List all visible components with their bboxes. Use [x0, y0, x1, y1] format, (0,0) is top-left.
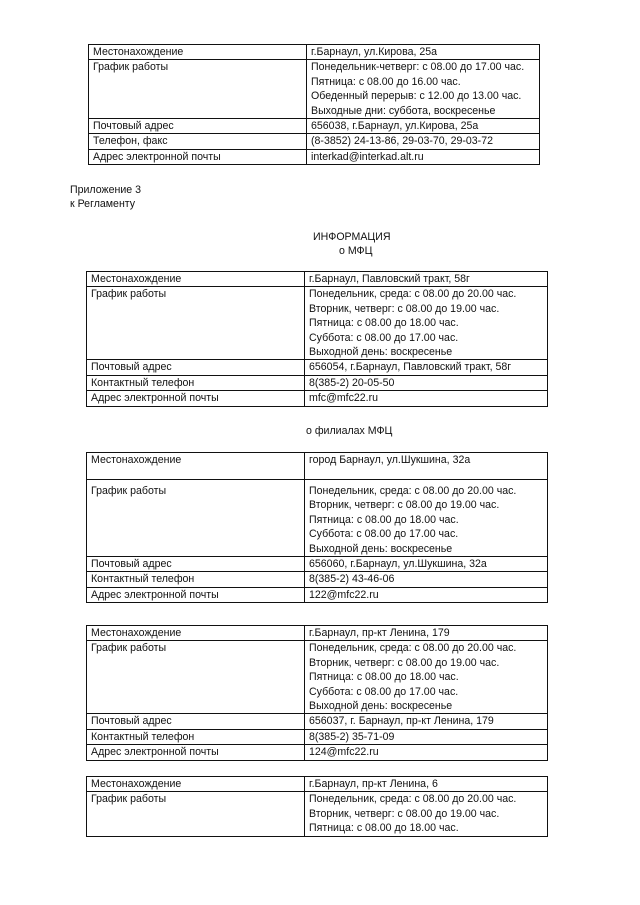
- field-label: Почтовый адрес: [89, 118, 307, 133]
- field-value-line: 8(385-2) 35-71-09: [309, 730, 395, 743]
- field-value: [305, 572, 548, 587]
- field-value: [305, 626, 548, 641]
- table-row: [87, 453, 548, 480]
- table-branch-lenina-179: [86, 625, 548, 761]
- field-value-line: interkad@interkad.alt.ru: [311, 150, 424, 163]
- field-value: [307, 118, 540, 133]
- field-value-line: г.Барнаул, пр-кт Ленина, 6: [309, 778, 438, 790]
- table-row: [87, 375, 548, 390]
- appendix-line-1: Приложение 3: [70, 184, 141, 196]
- field-value-line: mfc@mfc22.ru: [309, 392, 379, 405]
- field-label: Контактный телефон: [87, 375, 305, 390]
- field-value-line: Суббота: с 08.00 до 17.00 час.: [309, 331, 459, 344]
- table-row: [87, 480, 548, 557]
- field-value-line: город Барнаул, ул.Шукшина, 32а: [309, 454, 471, 466]
- field-label: Адрес электронной почты: [87, 391, 305, 406]
- field-value-line: Пятница: с 08.00 до 18.00 час.: [309, 317, 459, 330]
- field-value: [305, 556, 548, 571]
- table-row: [89, 118, 540, 133]
- field-value-line: Понедельник-четверг: с 08.00 до 17.00 час.: [311, 61, 525, 74]
- table-row: [89, 45, 540, 60]
- field-value: [305, 453, 548, 480]
- field-value-line: 124@mfc22.ru: [309, 746, 379, 759]
- table-row: [89, 60, 540, 119]
- info-heading: ИНФОРМАЦИЯ: [313, 231, 391, 243]
- field-value-line: (8-3852) 24-13-86, 29-03-70, 29-03-72: [311, 135, 493, 148]
- field-value: [305, 792, 548, 836]
- field-value: [305, 391, 548, 406]
- table-row: [89, 134, 540, 149]
- field-label: Местонахождение: [87, 626, 305, 641]
- field-value-line: Пятница: с 08.00 до 18.00 час.: [309, 671, 459, 684]
- field-value-line: 8(385-2) 43-46-06: [309, 573, 395, 586]
- field-value-line: Пятница: с 08.00 до 16.00 час.: [311, 75, 461, 88]
- field-value-line: Выходной день: воскресенье: [309, 345, 453, 358]
- field-value-line: Вторник, четверг: с 08.00 до 19.00 час.: [309, 302, 500, 315]
- field-label: Контактный телефон: [87, 572, 305, 587]
- field-value-line: Понедельник, среда: с 08.00 до 20.00 час.: [309, 642, 517, 655]
- field-label: Местонахождение: [89, 45, 307, 60]
- table-mfc: [86, 271, 548, 407]
- field-label: Телефон, факс: [89, 134, 307, 149]
- field-value-line: 656038, г.Барнаул, ул.Кирова, 25а: [311, 119, 479, 132]
- table-row: [87, 777, 548, 792]
- field-value-line: Понедельник, среда: с 08.00 до 20.00 час.: [309, 485, 517, 497]
- table-row: [87, 360, 548, 375]
- field-label: Адрес электронной почты: [89, 149, 307, 164]
- field-label: Местонахождение: [87, 777, 305, 792]
- field-value-line: Суббота: с 08.00 до 17.00 час.: [309, 528, 459, 541]
- table-interkad: [88, 44, 540, 165]
- table-row: [87, 745, 548, 760]
- field-value: [307, 60, 540, 119]
- table-branch-lenina-6: [86, 776, 548, 837]
- field-value-line: 656060, г.Барнаул, ул.Шукшина, 32а: [309, 557, 487, 570]
- field-label: График работы: [87, 287, 305, 360]
- field-value-line: Пятница: с 08.00 до 18.00 час.: [309, 513, 459, 526]
- table-row: [87, 391, 548, 406]
- field-label: Контактный телефон: [87, 729, 305, 744]
- field-value-line: г.Барнаул, пр-кт Ленина, 179: [309, 627, 450, 639]
- field-label: График работы: [87, 792, 305, 836]
- field-label: Местонахождение: [87, 272, 305, 287]
- field-value: [305, 287, 548, 360]
- table-row: [87, 587, 548, 602]
- field-label: График работы: [87, 641, 305, 714]
- table-row: [87, 641, 548, 714]
- field-value: [307, 45, 540, 60]
- field-label: Местонахождение: [87, 453, 305, 480]
- field-value: [305, 272, 548, 287]
- field-value-line: Выходной день: воскресенье: [309, 699, 453, 712]
- table-row: [87, 792, 548, 836]
- field-value: [305, 729, 548, 744]
- field-value: [305, 714, 548, 729]
- field-value-line: 122@mfc22.ru: [309, 588, 379, 601]
- field-value-line: Обеденный перерыв: с 12.00 до 13.00 час.: [311, 90, 522, 103]
- table-row: [87, 272, 548, 287]
- info-subheading: о МФЦ: [339, 245, 373, 257]
- field-value-line: Выходной день: воскресенье: [309, 542, 453, 555]
- table-row: [87, 287, 548, 360]
- field-value: [305, 777, 548, 792]
- field-label: Адрес электронной почты: [87, 587, 305, 602]
- field-value: [305, 745, 548, 760]
- field-value-line: Вторник, четверг: с 08.00 до 19.00 час.: [309, 499, 500, 512]
- field-value-line: Понедельник, среда: с 08.00 до 20.00 час.: [309, 288, 517, 301]
- field-value-line: 656054, г.Барнаул, Павловский тракт, 58г: [309, 361, 512, 374]
- field-value: [305, 360, 548, 375]
- field-value: [305, 480, 548, 557]
- field-value-line: 656037, г. Барнаул, пр-кт Ленина, 179: [309, 715, 494, 728]
- field-value-line: г.Барнаул, ул.Кирова, 25а: [311, 46, 438, 58]
- table-row: [89, 149, 540, 164]
- branches-heading: о филиалах МФЦ: [306, 425, 393, 437]
- table-branch-shukshina: [86, 452, 548, 603]
- field-value: [307, 149, 540, 164]
- table-row: [87, 572, 548, 587]
- field-value-line: Суббота: с 08.00 до 17.00 час.: [309, 685, 459, 698]
- field-value-line: г.Барнаул, Павловский тракт, 58г: [309, 273, 470, 285]
- field-label: Адрес электронной почты: [87, 745, 305, 760]
- field-label: График работы: [89, 60, 307, 119]
- table-row: [87, 714, 548, 729]
- field-label: График работы: [87, 480, 305, 557]
- appendix-line-2: к Регламенту: [70, 198, 136, 210]
- field-value: [305, 641, 548, 714]
- field-value-line: Вторник, четверг: с 08.00 до 19.00 час.: [309, 807, 500, 820]
- table-row: [87, 626, 548, 641]
- field-value-line: Понедельник, среда: с 08.00 до 20.00 час.: [309, 793, 517, 806]
- field-value: [305, 375, 548, 390]
- field-value-line: Вторник, четверг: с 08.00 до 19.00 час.: [309, 656, 500, 669]
- field-label: Почтовый адрес: [87, 360, 305, 375]
- table-row: [87, 729, 548, 744]
- field-value: [305, 587, 548, 602]
- field-label: Почтовый адрес: [87, 556, 305, 571]
- table-row: [87, 556, 548, 571]
- field-value: [307, 134, 540, 149]
- field-label: Почтовый адрес: [87, 714, 305, 729]
- field-value-line: Пятница: с 08.00 до 18.00 час.: [309, 822, 459, 835]
- field-value-line: Выходные дни: суббота, воскресенье: [311, 104, 496, 117]
- field-value-line: 8(385-2) 20-05-50: [309, 376, 395, 389]
